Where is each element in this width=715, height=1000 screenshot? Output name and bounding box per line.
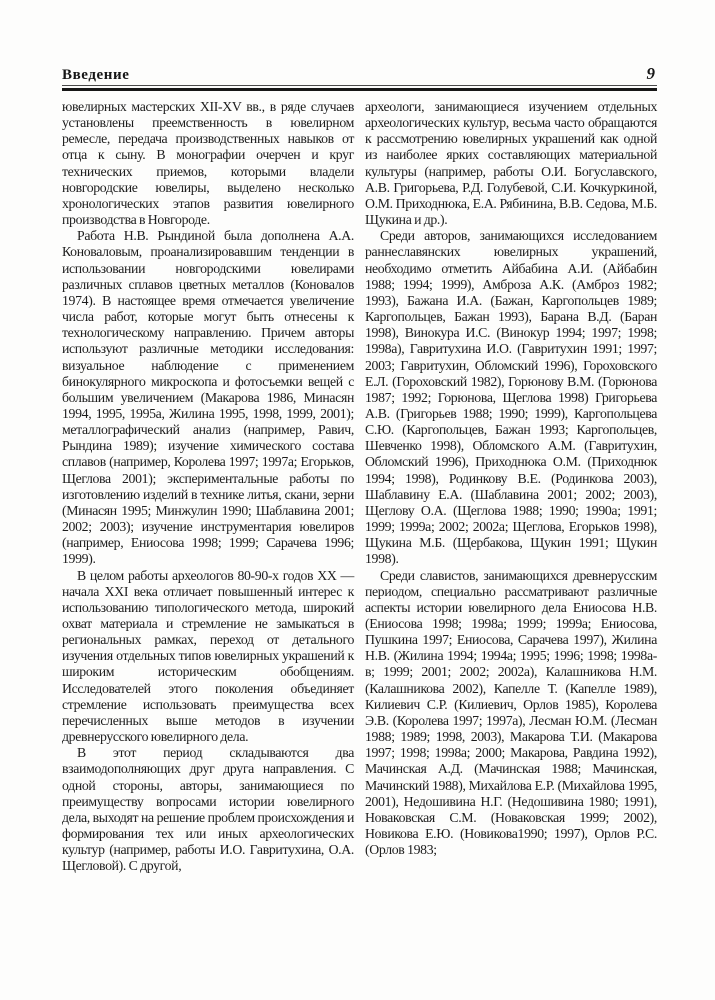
paragraph-continuation: ювелирных мастерских XII-XV вв., в ряде случаев установлены преемственность в ювелирном ремесле, передача производственных навыков от отца к сыну. В монографии очерчен и круг технических приемов, которыми владели новгородские ювелиры, выделено несколько хронологических этапов развития ювелирного производства в Новгороде. [62, 99, 354, 228]
right-column [365, 99, 657, 875]
paragraph: Среди славистов, занимающихся древнерусским периодом, специально рассматривают различные аспекты истории ювелирного дела Ениосова Н.В. (Ениосова 1998; 1998а; 1999; 1999а; Ениосова, Пушкина 1997; Ениосова, Сарачева 1997), Жилина Н.В. (Жилина 1994; 1994а; 1995; 1996; 1998; 1998а-в; 1999; 2001; 2002; 2002а), Калашникова Н.М. (Калашникова 2002), Капелле Т. (Капелле 1989), Килиевич С.Р. (Килиевич, Орлов 1985), Королева Э.В. (Королева 1997; 1997а), Лесман Ю.М. (Лесман 1988; 1989; 1998, 2003), Макарова Т.И. (Макарова 1997; 1998; 1998а; 2000; Макарова, Равдина 1992), Мачинская А.Д. (Мачинская 1988; Мачинская, Мачинский 1988), Михайлова Е.Р. (Михайлова 1995, 2001), Недошивина Н.Г. (Недошивина 1980; 1991), Новаковская С.М. (Новаковская 1999; 2002), Новикова Е.Ю. (Новикова1990; 1997), Орлов Р.С. (Орлов 1983; [365, 567, 657, 858]
paragraph: В этот период складываются два взаимодополняющих друг друга направления. С одной стороны, авторы, занимающиеся по преимуществу вопросами истории ювелирного дела, выходят на решение проблем происхождения и формирования тех или иных археологических культур (например, работы И.О. Гавритухина, О.А. Щегловой). С другой, [62, 745, 354, 874]
left-column [62, 99, 354, 875]
page-number: 9 [646, 64, 655, 83]
header-rule-thin [62, 85, 657, 86]
section-title: Введение [62, 67, 130, 83]
paragraph: В целом работы археологов 80-90-х годов XX — начала XXI века отличает повышенный интерес к использованию типологического метода, широкий охват материала и стремление не замыкаться в региональных рамках, переход от детального изучения отдельных типов ювелирных украшений к широким историческим обобщениям. Исследователей этого поколения объединяет стремление использовать преимущества всех перечисленных выше методов в изучении древнерусского ювелирного дела. [62, 567, 354, 745]
header-rule-thick [62, 88, 657, 91]
paragraph: Среди авторов, занимающихся исследованием раннеславянских ювелирных украшений, необходимо отметить Айбабина А.И. (Айбабин 1988; 1994; 1999), Амброза А.К. (Амброз 1982; 1993), Бажана И.А. (Бажан, Каргопольцев 1989; Каргопольцев, Бажан 1993), Барана В.Д. (Баран 1998), Винокура И.С. (Винокур 1994; 1997; 1998; 1998а), Гавритухина И.О. (Гавритухин 1991; 1997; 2003; Гавритухин, Обломский 1996), Гороховского Е.Л. (Гороховский 1982), Горюнову В.М. (Горюнова 1987; 1992; Горюнова, Щеглова 1998) Григорьева А.В. (Григорьев 1988; 1990; 1999), Каргопольцева С.Ю. (Каргопольцев, Бажан 1993; Каргопольцев, Шевченко 1998), Обломского А.М. (Гавритухин, Обломский 1996), Приходнюка О.М. (Приходнюк 1994; 1998), Родинкову В.Е. (Родинкова 2003), Шаблавину Е.А. (Шаблавина 2001; 2002; 2003), Щеглову О.А. (Щеглова 1988; 1990; 1990а; 1991; 1999; 1999а; 2002; 2002а; Щеглова, Егорьков 1998), Щукина М.Б. (Щербакова, Щукин 1991; Щукин 1998). [365, 228, 657, 567]
running-header [62, 64, 657, 84]
two-column-body [62, 99, 657, 875]
paragraph-continuation: археологи, занимающиеся изучением отдельных археологических культур, весьма часто обращаются к рассмотрению ювелирных украшений как одной из наиболее ярких составляющих материальной культуры (например, работы О.И. Богуславского, А.В. Григорьева, Р.Д. Голубевой, С.И. Кочкуркиной, О.М. Приходнюка, Е.А. Рябинина, В.В. Седова, М.Б. Щукина и др.). [365, 99, 657, 228]
paragraph: Работа Н.В. Рындиной была дополнена А.А. Коноваловым, проанализировавшим тенденции в использовании новгородскими ювелирами различных сплавов цветных металлов (Коновалов 1974). В настоящее время отмечается увеличение числа работ, которые могут быть отнесены к технологическому направлению. Причем авторы используют различные методики исследования: визуальное наблюдение с применением бинокулярного микроскопа и фотосъемки вещей с большим увеличением (Макарова 1986, Минасян 1994, 1995, 1995а, Жилина 1995, 1998, 1999, 2001); металлографический анализ (например, Равич, Рындина 1989); изучение химического состава сплавов (например, Королева 1997; 1997а; Егорьков, Щеглова 2001); экспериментальные работы по изготовлению изделий в технике литья, скани, зерни (Минасян 1995; Минжулин 1990; Шаблавина 2001; 2002; 2003); изучение инструментария ювелиров (например, Ениосова 1998; 1999; Сарачева 1996; 1999). [62, 228, 354, 567]
